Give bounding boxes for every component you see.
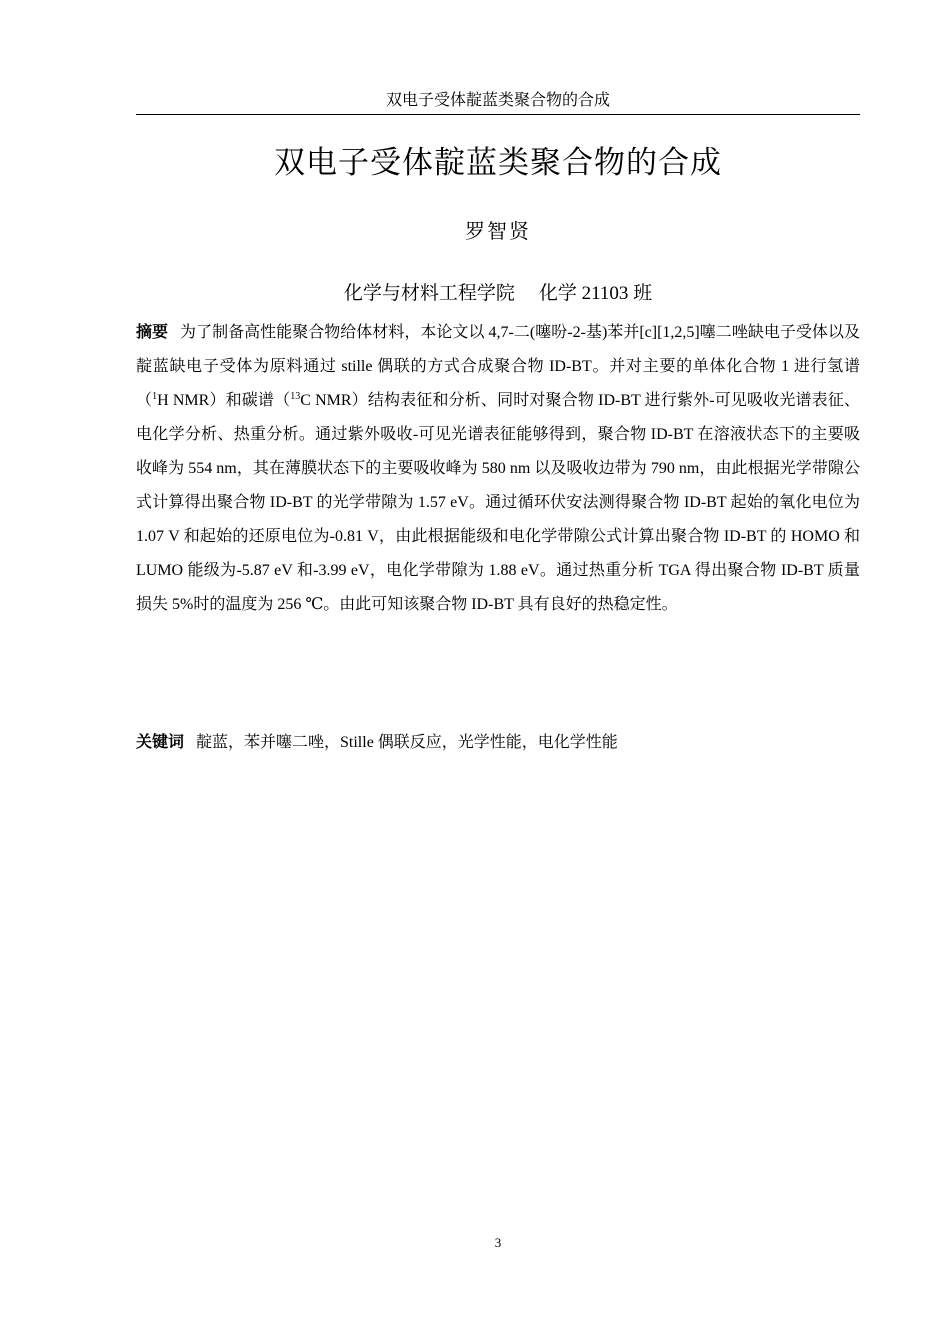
keywords-label: 关键词 [136, 732, 185, 751]
page-number: 3 [494, 1235, 502, 1250]
keywords-text: 靛蓝，苯并噻二唑，Stille 偶联反应，光学性能，电化学性能 [196, 734, 618, 751]
abstract [136, 315, 860, 622]
header-rule [136, 114, 860, 115]
abstract-superscript-1: 1 [152, 391, 158, 402]
abstract-superscript-13: 13 [290, 391, 301, 402]
affiliation-class: 化学 21103 班 [538, 283, 653, 304]
abstract-text-part-3: C NMR）结构表征和分析、同时对聚合物 ID-BT 进行紫外-可见吸收光谱表征、电化学分析、热重分析。通过紫外吸收-可见光谱表征能够得到，聚合物 ID-BT 在溶液状态下的主要吸收峰为 554 nm，其在薄膜状态下的主要吸收峰为 580 nm 以及吸收边带为 790 nm，由此根据光学带隙公式计算得出聚合物 ID-BT 的光学带隙为 1.57 eV。通过循环伏安法测得聚合物 ID-BT 起始的氧化电位为 1.07 V 和起始的还原电位为-0.81 V，由此根据能级和电化学带隙公式计算出聚合物 ID-BT 的 HOMO 和 LUMO 能级为-5.87 eV 和-3.99 eV，电化学带隙为 1.88 eV。通过热重分析 TGA 得出聚合物 ID-BT 质量损失 5%时的温度为 256 ℃。由此可知该聚合物 ID-BT 具有良好的热稳定性。 [136, 392, 860, 613]
running-header: 双电子受体靛蓝类聚合物的合成 [385, 92, 610, 109]
keywords [136, 725, 860, 760]
abstract-text-part-1: 为了制备高性能聚合物给体材料，本论文以 4,7-二(噻吩-2-基)苯并[c][1,2,5]噻二唑缺电子受体以及靛蓝缺电子受体为原料通过 stille 偶联的方式合成聚合物 ID-BT。并对主要的单体化合物 1 进行氢谱（ [136, 324, 860, 409]
affiliation [136, 279, 860, 309]
abstract-label: 摘要 [136, 322, 169, 341]
author-name: 罗智贤 [465, 221, 531, 243]
abstract-text-part-2: H NMR）和碳谱（ [157, 392, 291, 409]
paper-title: 双电子受体靛蓝类聚合物的合成 [274, 145, 722, 181]
affiliation-school: 化学与材料工程学院 [343, 283, 515, 304]
